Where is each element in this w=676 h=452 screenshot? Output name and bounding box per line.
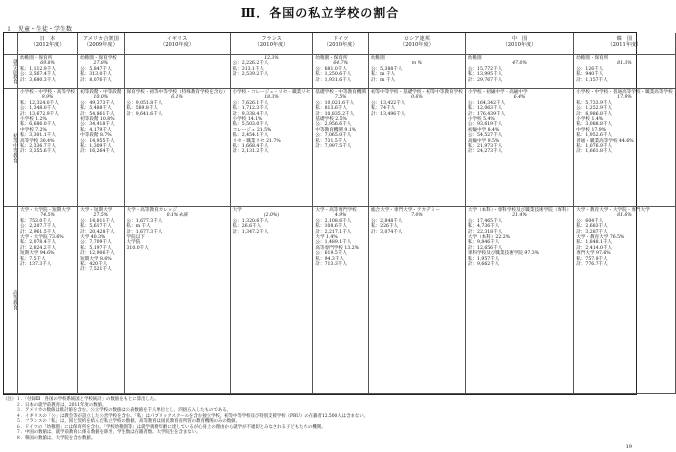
page-number: 19: [625, 444, 632, 450]
cell-line: 専科学校及び職業技術学院 97.3%: [467, 251, 540, 257]
cell-line: 10.0%: [93, 95, 109, 101]
cell-line: 私：2,683千人: [576, 224, 608, 230]
cell-line: 私：1,848.1千人: [576, 240, 613, 246]
cell-line: 公：2,848千人: [370, 218, 403, 224]
cell-line: 公：126千人: [576, 66, 604, 72]
cell-line: 小学校・中学校・高等学校: [20, 90, 76, 95]
private-school-table: [3, 32, 673, 395]
column-year: （2010年度）: [323, 42, 358, 48]
column-name: ドイツ: [333, 36, 349, 42]
cell-line: 計：3,680.3千人: [20, 77, 56, 83]
column-name: 日 本: [39, 36, 56, 42]
cell-line: 計：1,157千人: [576, 77, 608, 83]
cell-line: 計：7,997.5千人: [315, 144, 352, 150]
table-cell: [313, 55, 369, 89]
table-cell: [369, 55, 466, 89]
table-cell: [125, 89, 231, 207]
cell-line: 小学校 1.2%: [20, 117, 47, 123]
cell-line: 27.5%: [93, 213, 109, 219]
cell-line: 私：753.0千人: [20, 218, 52, 224]
cell-line: 私：108.6千人: [315, 224, 347, 230]
cell-line: 幼稚園: [370, 56, 385, 61]
cell-line: 短期大学 94.6%: [20, 251, 55, 257]
cell-line: 計：2,414.0千人: [576, 245, 613, 251]
cell-line: 公：2,567.4千人: [20, 72, 56, 78]
cell-line: 計：9,662千人: [467, 262, 500, 268]
cell-line: 81.3%: [617, 61, 632, 67]
cell-line: 計：24,273千人: [467, 149, 503, 155]
cell-line: 私：731.5千人: [315, 138, 347, 144]
cell-line: 計：9,641.6千人: [126, 111, 163, 117]
cell-line: 310.0千人: [126, 245, 149, 251]
cell-line: 計：7,521千人: [80, 267, 112, 273]
column-year: （2010年度）: [399, 42, 434, 48]
cell-line: 専門大学 97.6%: [576, 251, 611, 257]
cell-line: 計：1,661.8千人: [576, 149, 613, 155]
cell-line: 公：7,065.0千人: [315, 133, 352, 139]
table-cell: [231, 89, 314, 207]
cell-line: 私：5,197千人: [80, 245, 112, 251]
cell-line: 計：22,318千人: [467, 229, 503, 235]
cell-line: 計：16,264千人: [80, 149, 115, 155]
cell-line: 18.3%: [264, 95, 279, 101]
cell-line: 高等専門学校 13.2%: [315, 245, 360, 251]
table-grid: [4, 33, 673, 394]
cell-line: 計：3,355.6千人: [20, 149, 56, 155]
cell-line: 私：6,686.0千人: [20, 122, 56, 128]
cell-line: 74.5%: [40, 213, 55, 219]
cell-line: 公：5,847千人: [80, 66, 112, 72]
cell-line: 大学・教育大学 76.5%: [576, 235, 625, 241]
cell-line: 小学校・中学校・普通高等学校・職業高等学校: [576, 90, 673, 95]
cell-line: 計：3,074千人: [370, 229, 403, 235]
table-corner: [4, 33, 18, 55]
cell-line: 計：2,131.2千人: [232, 149, 269, 155]
cell-line: 中等段階 8.7%: [80, 133, 112, 139]
cell-line: 私：26.6千人: [232, 224, 262, 230]
cell-line: 私：1,712.3千人: [232, 106, 269, 112]
cell-line: 公：10,021.6千人: [315, 100, 355, 106]
note-line: ７．中国の数値は，就学前教育に係る数値を除き，学生数は在籍者数。大学院生を含まない。: [3, 430, 201, 435]
cell-line: 計：12,906千人: [80, 251, 115, 257]
cell-line: 公：1,348.0千人: [20, 106, 56, 112]
cell-line: 私：m 千人: [126, 224, 151, 230]
cell-line: 大学: [232, 208, 242, 213]
cell-line: 計：6,986.8千人: [576, 111, 613, 117]
cell-line: 計：1,347.2千人: [232, 229, 269, 235]
cell-line: 4.9%: [334, 213, 347, 219]
table-cell: [574, 55, 675, 89]
cell-line: 幼稚園・保育所: [576, 56, 609, 61]
table-cell: [18, 207, 78, 394]
cell-line: 公：14,811千人: [80, 218, 115, 224]
cell-line: 公：2,956.6千人: [315, 122, 352, 128]
cell-line: 公：7,626.1千人: [232, 100, 269, 106]
cell-line: 計：2,539.2千人: [232, 72, 269, 78]
cell-line: m %: [411, 61, 422, 67]
cell-line: 公：15,772千人: [467, 66, 503, 72]
cell-line: 大学 1.4%: [315, 235, 338, 241]
cell-line: 保育学校・初等中等学校（特殊教育学校を含む）: [126, 90, 228, 95]
table-cell: [125, 207, 231, 394]
cell-line: 6.4%: [513, 95, 526, 101]
cell-line: 21.4%: [512, 213, 527, 219]
cell-line: 計：2,824.2千人: [20, 245, 56, 251]
cell-line: 幼稚園・保育所: [20, 56, 53, 61]
column-header: [231, 33, 314, 55]
note-line: ４．イギリスの「公」は教会等が設立した公営学校を含む。「私」はパブリックスクールを含む独立学校。初等中等学校及び特別支援学校（PRU）の在籍者12,500人は含まない。: [3, 413, 369, 419]
table-cell: [369, 89, 466, 207]
cell-line: 大学・教育大学・大学院・専門大学: [576, 208, 650, 213]
note-line: ６．ドイツの「幼稚園」には保育所を含む。「学校幼稚園等」は就学義務年齢に達しているが心身上の理由から就学が不適切とみなされる子どもたちの機関。: [3, 424, 326, 430]
column-name: ロシア連邦: [403, 36, 430, 42]
cell-line: 私：1,309千人: [80, 144, 112, 150]
cell-line: 私：1,250.6千人: [315, 72, 352, 78]
table-cell: [231, 55, 314, 89]
cell-line: 大学・大学院・短期大学: [20, 208, 71, 213]
cell-line: 公：34,418千人: [80, 122, 115, 128]
cell-line: 公：619.5千人: [315, 251, 347, 257]
column-year: （2010年度）: [502, 42, 537, 48]
cell-line: 0.1%未満: [166, 213, 188, 219]
cell-line: 幼稚園・保育所: [315, 56, 348, 61]
cell-line: 普通・職業高等学校 44.6%: [576, 138, 634, 144]
cell-line: コレージュ 21.5%: [232, 127, 272, 133]
cell-line: 基礎学校・中等教育機関: [315, 90, 366, 95]
table-cell: [18, 89, 78, 207]
column-name: 中 国: [511, 36, 528, 42]
cell-line: 中学校 17.9%: [576, 127, 607, 133]
cell-line: 計：1,931.6千人: [315, 77, 352, 83]
cell-line: 公：9,051.8千人: [126, 100, 163, 106]
cell-line: 私：813.6千人: [315, 106, 347, 112]
cell-line: 公：93,619千人: [467, 122, 503, 128]
cell-line: 私：226千人: [370, 224, 399, 230]
cell-line: 初等中等学校・基礎学校・初等中等教育学校: [370, 90, 463, 95]
cell-line: 公：14,955千人: [80, 138, 115, 144]
column-name: アメリカ合衆国: [82, 36, 119, 42]
cell-line: 公：1,677.3千人: [126, 218, 163, 224]
note-line: ５．フランスの「私」は，国と契約を結んだ私立学校の数値。高等教育は国民教育省所管の教育機関のみの数値。: [3, 419, 240, 424]
table-cell: [574, 89, 675, 207]
cell-line: 私：3,088.8千人: [576, 122, 613, 128]
cell-line: 私：5,488千人: [80, 106, 112, 112]
table-cell: [231, 207, 314, 394]
cell-line: 大学・高等専門学校: [315, 208, 357, 213]
cell-line: 私：589.8千人: [126, 106, 159, 112]
cell-line: 私：12,324.0千人: [20, 100, 59, 106]
section-subtitle: １ 児童・生徒・学生数: [6, 26, 73, 33]
cell-line: 大学・大学院 73.6%: [20, 235, 64, 241]
cell-line: 大学（本科）・専科学校及び職業技術学院（専科）: [467, 208, 572, 213]
column-header: [466, 33, 574, 55]
cell-line: 17.9%: [617, 95, 632, 101]
table-cell: [78, 55, 124, 89]
cell-line: 私：9,846千人: [467, 240, 500, 246]
column-year: （2010年度）: [160, 42, 195, 48]
table-cell: [313, 89, 369, 207]
cell-line: 幼稚園: [467, 56, 482, 61]
table-cell: [78, 207, 124, 394]
table-cell: [313, 207, 369, 394]
column-header: [78, 33, 124, 55]
table-cell: [18, 55, 78, 89]
cell-line: 計：m 千人: [370, 77, 396, 83]
cell-line: 計：13,496千人: [370, 111, 406, 117]
cell-line: 計：2,961.5千人: [20, 229, 56, 235]
cell-line: 私：420千人: [80, 262, 108, 268]
cell-line: 中等教育機関 9.1%: [315, 127, 357, 133]
cell-line: 私：1,112.9千人: [20, 66, 56, 72]
column-name: イギリス: [166, 36, 188, 42]
cell-line: 計：1,677.3千人: [126, 229, 163, 235]
cell-line: 公：7,709千人: [80, 240, 112, 246]
cell-line: 計：176,439千人: [467, 111, 506, 117]
cell-line: (2.0%): [263, 213, 280, 219]
cell-line: 7.5%: [334, 95, 347, 101]
cell-line: 私：2,454.1千人: [232, 133, 269, 139]
cell-line: 公：13,422千人: [370, 100, 406, 106]
cell-line: 私：2,336.7千人: [20, 144, 56, 150]
cell-line: 公：54,527千人: [467, 133, 503, 139]
cell-line: 81.6%: [617, 213, 632, 219]
cell-line: 初等段階・中等段階: [80, 90, 122, 95]
cell-line: 大学・短期大学: [80, 208, 113, 213]
cell-line: 私：21,973千人: [467, 144, 503, 150]
cell-line: 初等段階 10.8%: [80, 117, 115, 123]
cell-line: 計：3,287千人: [576, 229, 608, 235]
cell-line: 私：7.5千人: [20, 256, 46, 262]
cell-line: 初級中学 8.4%: [467, 127, 500, 133]
cell-line: 6.1%: [171, 95, 183, 101]
table-cell: [574, 207, 675, 394]
cell-line: 公：1,489.1千人: [315, 240, 352, 246]
cell-line: 小学校 14.1%: [232, 117, 263, 123]
cell-line: 小学校・初級中学・高級中学: [467, 90, 528, 95]
cell-line: 小学校 1.4%: [576, 117, 604, 123]
cell-line: 計：10,835.2千人: [315, 111, 355, 117]
table-cell: [466, 89, 574, 207]
cell-line: 中学校 7.2%: [20, 127, 47, 133]
cell-line: 幼稚園・保育学校: [80, 56, 117, 61]
cell-line: 小学校 5.4%: [467, 117, 495, 123]
cell-line: 学院以下: [126, 235, 145, 241]
table-cell: [466, 207, 574, 394]
note-line: （注）１．「付録Ⅲ 各国の学校系統図と学校統計」の数値をもとに算出した。: [3, 397, 159, 402]
column-name: フランス: [261, 36, 282, 42]
cell-line: 計：2,217.1千人: [315, 229, 352, 235]
cell-line: 公：1,252.9千人: [576, 106, 613, 112]
cell-line: 私：12,063千人: [467, 106, 503, 112]
cell-line: 計：13,672.9千人: [20, 111, 59, 117]
table-cell: [466, 55, 574, 89]
cell-line: 私：4,736千人: [467, 224, 500, 230]
cell-line: 計：12,656千人: [467, 245, 503, 251]
cell-line: 大学（本科）22.2%: [467, 235, 511, 241]
table-cell: [78, 89, 124, 207]
cell-line: 計：54,861千人: [80, 111, 115, 117]
cell-line: 私：1,952.6千人: [576, 133, 613, 139]
table-cell: [125, 55, 231, 89]
column-year: （2011年度）: [607, 42, 642, 48]
note-line: ３．アメリカの数値は推計値を含む。公立学校の数値は公表数値を千人単位とし，四捨五入したものである。: [3, 408, 232, 413]
column-year: （2012年度）: [30, 42, 65, 48]
cell-line: 12.3%: [264, 56, 279, 61]
cell-line: 69.8%: [40, 61, 55, 67]
row-label: 就学前教育: [4, 55, 18, 89]
column-header: [574, 33, 675, 55]
cell-line: 計：20,428千人: [80, 229, 115, 235]
note-line: ２．日本の就学前教育は，2011年度の数値。: [3, 402, 107, 408]
notes: [3, 397, 637, 441]
row-label: 高等教育: [4, 207, 18, 394]
cell-line: 私：5,733.9千人: [576, 100, 613, 106]
cell-line: 私：3,301.1千人: [20, 133, 56, 139]
cell-line: 私：m 千人: [370, 72, 396, 78]
cell-line: 公：17,465千人: [467, 218, 503, 224]
cell-line: 私：2,078.4千人: [20, 240, 56, 246]
cell-line: 私：74千人: [370, 106, 396, 112]
cell-line: 私：757.9千人: [576, 256, 608, 262]
cell-line: 計：29,767千人: [467, 77, 503, 83]
cell-line: 私：940千人: [576, 72, 604, 78]
cell-line: 公：5,388千人: [370, 66, 403, 72]
cell-line: 27.8%: [93, 61, 109, 67]
cell-line: 私：5,503.0千人: [232, 122, 269, 128]
cell-line: 私：4,179千人: [80, 127, 112, 133]
row-label: 初等中等教育: [4, 89, 18, 207]
cell-line: 計：8,076千人: [80, 77, 112, 83]
note-line: ８．韓国の数値は，大学院を含む数値。: [3, 435, 96, 441]
cell-line: 総合大学・専門大学・アカデミー: [370, 208, 440, 213]
cell-line: リセ・職業リセ 21.7%: [232, 138, 281, 144]
cell-line: 計：776.7千人: [576, 262, 608, 268]
cell-line: 公：2,207.7千人: [20, 224, 56, 230]
cell-line: 公：2,226.2千人: [232, 61, 269, 67]
cell-line: 公：49,373千人: [80, 100, 115, 106]
column-header: [18, 33, 78, 55]
cell-line: 47.0%: [512, 61, 527, 67]
cell-line: 公：1,320.6千人: [232, 218, 269, 224]
cell-line: 私：313.0千人: [80, 72, 112, 78]
cell-line: 公：164,342千人: [467, 100, 506, 106]
cell-line: 私：1,076.9千人: [576, 144, 613, 150]
cell-line: 私：313.1千人: [232, 66, 265, 72]
cell-line: 小学校・コレージュ・リセ・職業リセ: [232, 90, 311, 95]
cell-line: 基礎学校 2.5%: [315, 117, 347, 123]
cell-line: 0.6%: [411, 95, 423, 101]
column-year: （2009年度）: [83, 42, 118, 48]
cell-line: 計：713.3千人: [315, 262, 347, 268]
cell-line: 9.9%: [41, 95, 54, 101]
column-header: [125, 33, 231, 55]
cell-line: 7.0%: [411, 213, 423, 219]
cell-line: 高級中学 9.5%: [467, 138, 500, 144]
column-name: 韓 国: [616, 36, 633, 42]
cell-line: 計：9,338.4千人: [232, 111, 269, 117]
cell-line: 64.7%: [333, 61, 348, 67]
cell-line: 私：5,617千人: [80, 224, 112, 230]
column-year: （2010年度）: [254, 42, 289, 48]
cell-line: 高等学校 30.4%: [20, 138, 55, 144]
page-title: Ⅲ．各国の私立学校の割合: [240, 6, 400, 20]
cell-line: 私：94.3千人: [315, 256, 345, 262]
cell-line: 短期大学 8.6%: [80, 256, 112, 262]
cell-line: 大学院: [126, 240, 141, 246]
cell-line: 公：681.0千人: [315, 66, 347, 72]
column-header: [369, 33, 466, 55]
cell-line: 大学 40.3%: [80, 235, 106, 241]
cell-line: 大学・高等教育カレッジ: [126, 208, 177, 213]
cell-line: 計：137.3千人: [20, 262, 52, 268]
cell-line: 公：604千人: [576, 218, 604, 224]
cell-line: 私：13,995千人: [467, 72, 503, 78]
cell-line: 私：1,957千人: [467, 256, 500, 262]
column-header: [313, 33, 369, 55]
cell-line: 公：2,108.6千人: [315, 218, 352, 224]
cell-line: 私：1,668.4千人: [232, 144, 269, 150]
table-cell: [369, 207, 466, 394]
